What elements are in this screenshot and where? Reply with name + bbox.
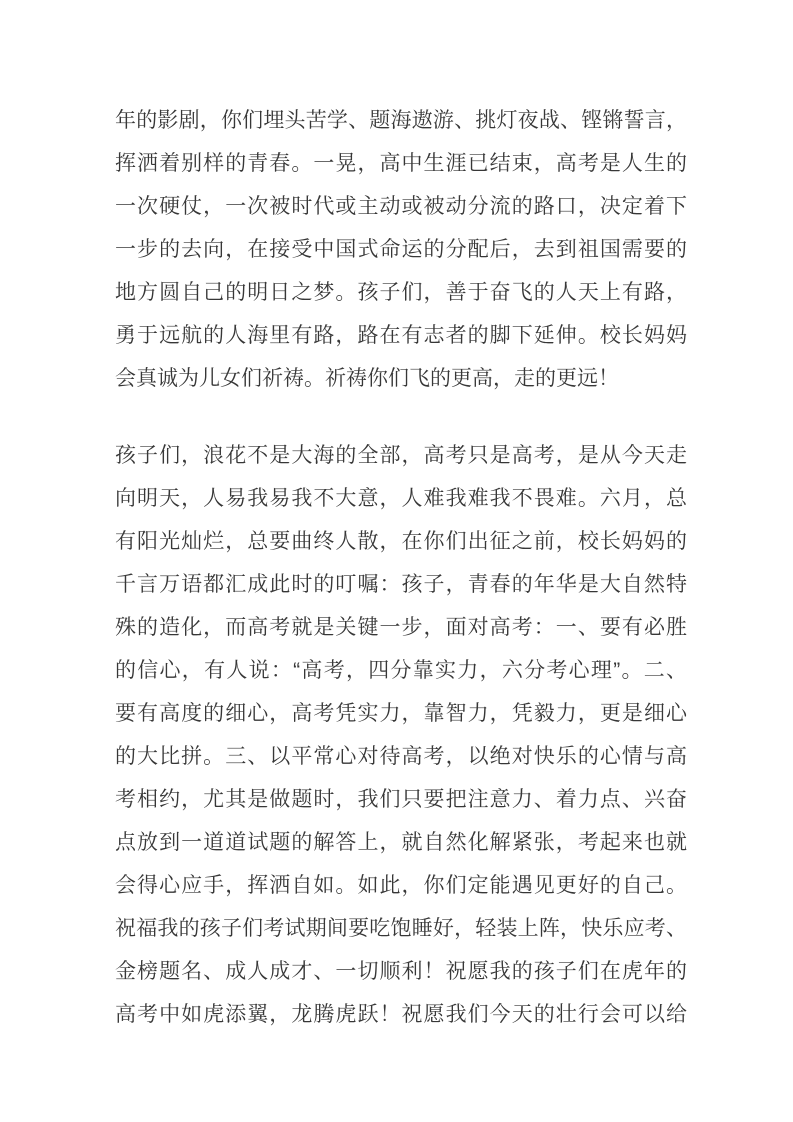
text-line: 千言万语都汇成此时的叮嘱：孩子，青春的年华是大自然特 bbox=[115, 573, 687, 596]
text-line: 有阳光灿烂，总要曲终人散，在你们出征之前，校长妈妈的 bbox=[115, 530, 687, 553]
text-line: 年的影剧，你们埋头苦学、题海遨游、挑灯夜战、铿锵誓言， bbox=[115, 109, 687, 132]
text-line: 会真诚为儿女们祈祷。祈祷你们飞的更高，走的更远！ bbox=[115, 367, 619, 390]
text-line: 地方圆自己的明日之梦。孩子们，善于奋飞的人天上有路， bbox=[115, 281, 687, 304]
text-line: 金榜题名、成人成才、一切顺利！祝愿我的孩子们在虎年的 bbox=[115, 960, 687, 983]
text-line: 高考中如虎添翼，龙腾虎跃！祝愿我们今天的壮行会可以给 bbox=[115, 1003, 687, 1026]
text-line: 殊的造化，而高考就是关键一步，面对高考：一、要有必胜 bbox=[115, 616, 687, 639]
paragraph-1 bbox=[115, 99, 687, 400]
text-line: 要有高度的细心，高考凭实力，靠智力，凭毅力，更是细心 bbox=[115, 702, 687, 725]
text-line: 挥洒着别样的青春。一晃，高中生涯已结束，高考是人生的 bbox=[115, 152, 687, 175]
paragraph-2 bbox=[115, 434, 687, 1036]
text-line: 一次硬仗，一次被时代或主动或被动分流的路口，决定着下 bbox=[115, 195, 687, 218]
text-line: 的大比拼。三、以平常心对待高考，以绝对快乐的心情与高 bbox=[115, 745, 687, 768]
text-line: 考相约，尤其是做题时，我们只要把注意力、着力点、兴奋 bbox=[115, 788, 687, 811]
text-line: 点放到一道道试题的解答上，就自然化解紧张，考起来也就 bbox=[115, 831, 687, 854]
text-line: 向明天，人易我易我不大意，人难我难我不畏难。六月，总 bbox=[115, 487, 687, 510]
text-line: 一步的去向，在接受中国式命运的分配后，去到祖国需要的 bbox=[115, 238, 687, 261]
text-line: 祝福我的孩子们考试期间要吃饱睡好，轻装上阵，快乐应考、 bbox=[115, 917, 687, 940]
text-line: 勇于远航的人海里有路，路在有志者的脚下延伸。校长妈妈 bbox=[115, 324, 687, 347]
text-line: 会得心应手，挥洒自如。如此，你们定能遇见更好的自己。 bbox=[115, 874, 687, 897]
text-line: 孩子们，浪花不是大海的全部，高考只是高考，是从今天走 bbox=[115, 444, 687, 467]
text-line: 的信心，有人说：“高考，四分靠实力，六分考心理”。二、 bbox=[115, 659, 687, 682]
